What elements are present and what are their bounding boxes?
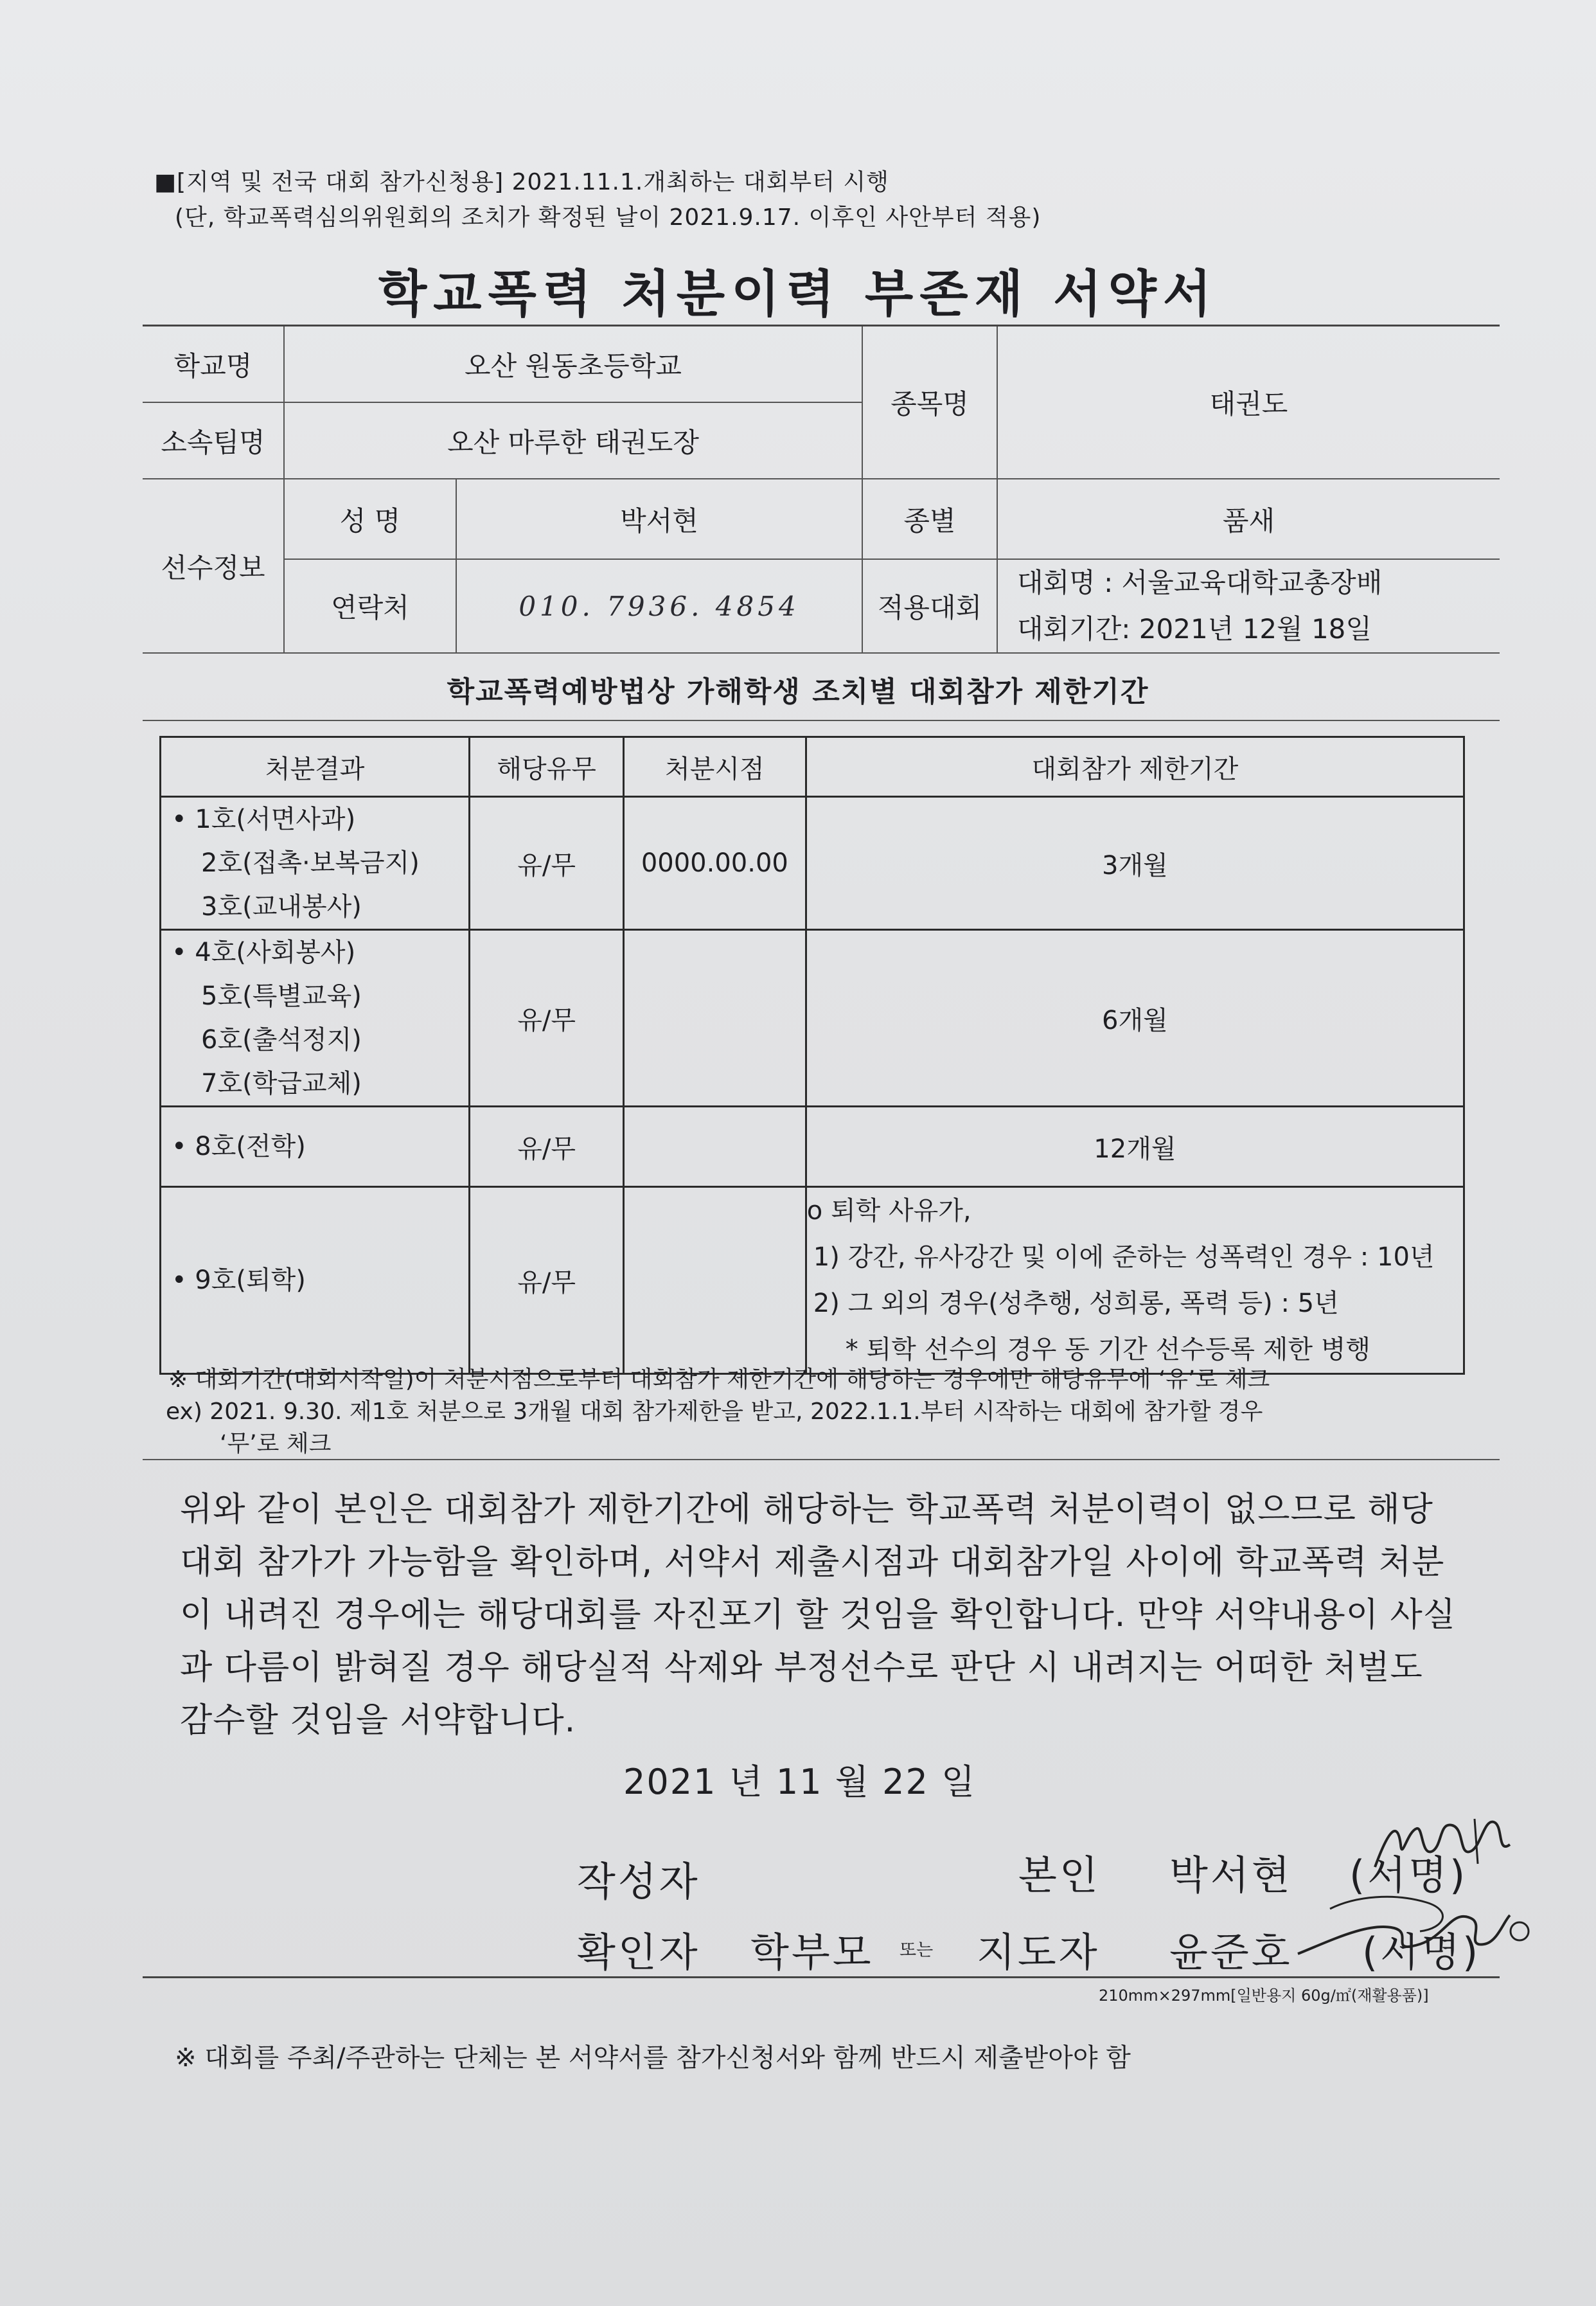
table-row: [161, 1187, 1464, 1374]
confirmer-name: 윤준호: [1169, 1929, 1293, 1976]
notice-line-2: (단, 학교폭력심의위원회의 조치가 확정된 날이 2021.9.17. 이후인 사안부터 적용): [175, 204, 1042, 231]
competition-info: [997, 559, 1500, 653]
header-result: 처분결과: [161, 737, 470, 797]
header-applicable: 해당유무: [470, 737, 624, 797]
player-info-label: 선수정보: [143, 479, 284, 653]
header-limit: 대회참가 제한기간: [806, 737, 1464, 797]
competition-period: 대회기간: 2021년 12월 18일: [1017, 613, 1372, 645]
divider-line: [143, 720, 1500, 721]
self-label: 본인: [1018, 1852, 1101, 1899]
limit-cell: 12개월: [806, 1107, 1464, 1187]
team-label: 소속팀명: [143, 402, 284, 479]
writer-label: 작성자: [577, 1858, 700, 1905]
name-label: 성 명: [284, 479, 456, 559]
date-cell: [623, 1107, 806, 1187]
or-label: 또는: [900, 1940, 934, 1960]
signing-date: 2021 년 11 월 22 일: [623, 1762, 977, 1802]
note-line-3: ‘무’로 체크: [220, 1431, 332, 1457]
school-label: 학교명: [143, 326, 284, 403]
applicable-cell: 유/무: [470, 1187, 624, 1374]
result-cell: • 1호(서면사과) 2호(접촉·보복금지) 3호(교내봉사): [161, 797, 470, 930]
limit-cell: 3개월: [806, 797, 1464, 930]
writer-sign-label: (서명): [1349, 1852, 1468, 1899]
applicable-cell: 유/무: [470, 930, 624, 1107]
event-label: 종목명: [862, 326, 997, 479]
info-table: [143, 325, 1500, 654]
parent-label: 학부모: [750, 1929, 874, 1976]
restriction-subheading: 학교폭력예방법상 가해학생 조치별 대회참가 제한기간: [447, 675, 1149, 708]
header-date: 처분시점: [623, 737, 806, 797]
contact-label: 연락처: [284, 559, 456, 653]
note-line-1: ※ 대회기간(대회시작일)이 처분시점으로부터 대회참가 제한기간에 해당하는 경우에만 해당유무에 ‘유’로 체크: [168, 1366, 1270, 1393]
table-row: [161, 797, 1464, 930]
pledge-text: 위와 같이 본인은 대회참가 제한기간에 해당하는 학교폭력 처분이력이 없으므로 해당 대회 참가가 가능함을 확인하며, 서약서 제출시점과 대회참가일 사이에 학교폭력 처분이 내려진 경우에는 해당대회를 자진포기 할 것임을 확인합니다. 만약 서약내용이 사실과 다름이 밝혀질 경우 해당실적 삭제와 부정선수로 판단 시 내려지는 어떠한 처벌도 감수할 것임을 서약합니다.: [180, 1490, 1456, 1740]
result-cell: • 8호(전학): [161, 1107, 470, 1187]
confirmer-label: 확인자: [577, 1929, 700, 1976]
confirmer-sign-label: (서명): [1362, 1929, 1481, 1976]
date-cell: [623, 930, 806, 1107]
applicable-cell: 유/무: [470, 797, 624, 930]
category-label: 종별: [862, 479, 997, 559]
contact-value: 010. 7936. 4854: [456, 559, 862, 653]
table-row: [161, 930, 1464, 1107]
school-value: 오산 원동초등학교: [284, 326, 862, 403]
discipline-table: [159, 736, 1465, 1375]
footer-note: ※ 대회를 주최/주관하는 단체는 본 서약서를 참가신청서와 함께 반드시 제출받아야 함: [175, 2043, 1131, 2073]
handwritten-signature-1: [1362, 1806, 1529, 1883]
date-cell: 0000.00.00: [623, 797, 806, 930]
table-row: [161, 1107, 1464, 1187]
team-value: 오산 마루한 태권도장: [284, 402, 862, 479]
note-line-2: ex) 2021. 9.30. 제1호 처분으로 3개월 대회 참가제한을 받고, 2022.1.1.부터 시작하는 대회에 참가할 경우: [166, 1399, 1263, 1425]
notice-line-1: ■[지역 및 전국 대회 참가신청용] 2021.11.1.개최하는 대회부터 시행: [154, 169, 889, 195]
divider-line: [143, 1459, 1500, 1460]
category-value: 품새: [997, 479, 1500, 559]
expulsion-limit-cell: o 퇴학 사유가, 1) 강간, 유사강간 및 이에 준하는 성폭력인 경우 : 10년 2) 그 외의 경우(성추행, 성희롱, 폭력 등) : 5년 * 퇴학 선수의 경우 동 기간 선수등록 제한 병행: [806, 1187, 1464, 1374]
date-cell: [623, 1187, 806, 1374]
paper-spec: 210mm×297mm[일반용지 60g/㎡(재활용품)]: [1099, 1987, 1429, 2005]
limit-cell: 6개월: [806, 930, 1464, 1107]
competition-label: 적용대회: [862, 559, 997, 653]
result-cell: • 4호(사회봉사) 5호(특별교육) 6호(출석정지) 7호(학급교체): [161, 930, 470, 1107]
document-title: 학교폭력 처분이력 부존재 서약서: [378, 265, 1218, 323]
name-value: 박서현: [456, 479, 862, 559]
writer-name: 박서현: [1169, 1852, 1293, 1899]
handwritten-signature-2: [1291, 1883, 1536, 1973]
applicable-cell: 유/무: [470, 1107, 624, 1187]
coach-label: 지도자: [977, 1929, 1100, 1976]
event-value: 태권도: [997, 326, 1500, 479]
competition-name: 대회명 : 서울교육대학교총장배: [1017, 567, 1383, 598]
result-cell: • 9호(퇴학): [161, 1187, 470, 1374]
divider-line: [143, 1976, 1500, 1978]
